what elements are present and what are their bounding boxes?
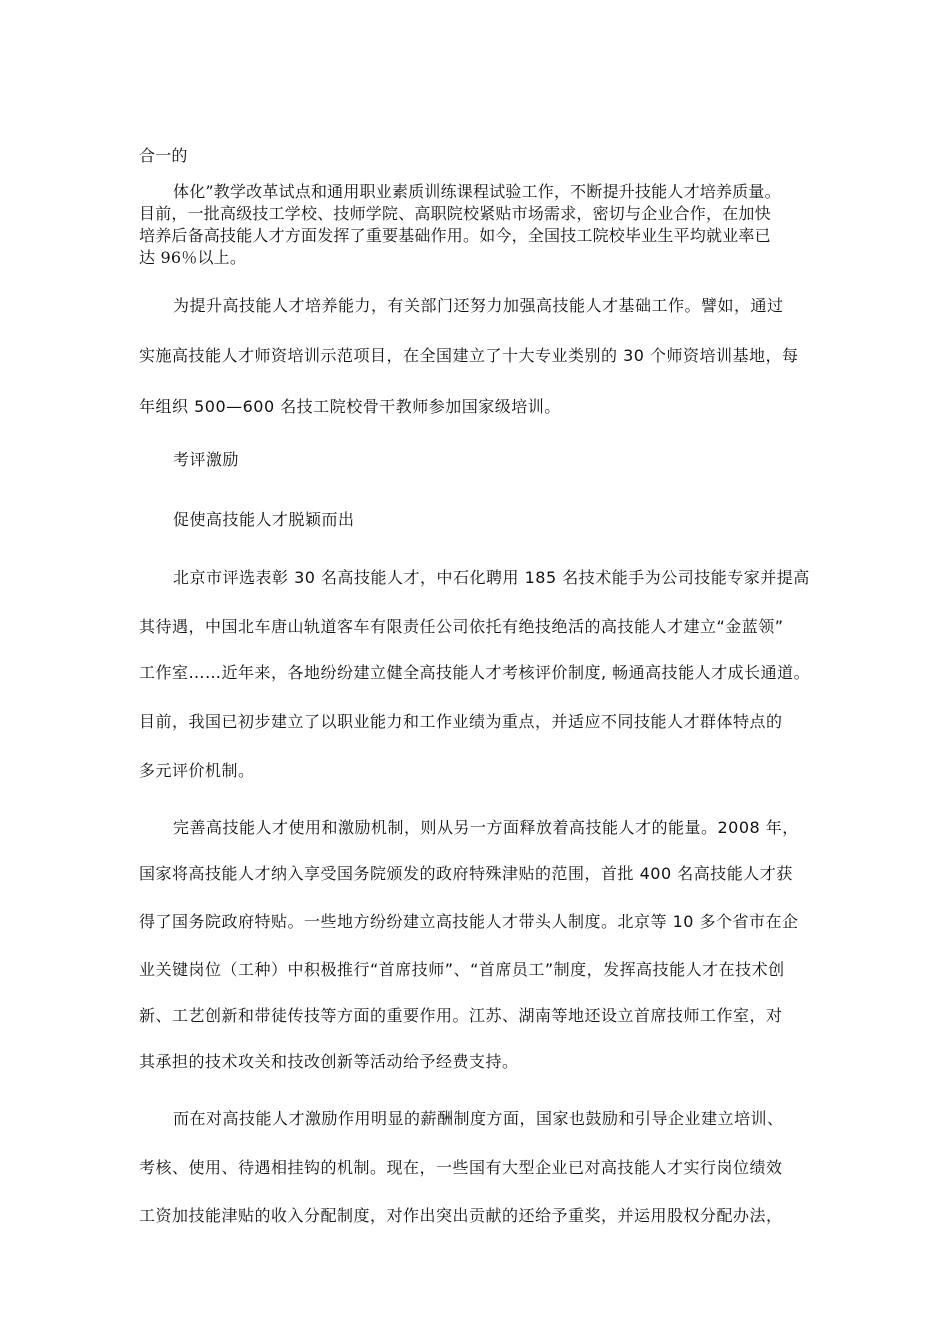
para3-line: 北京市评选表彰 30 名高技能人才，中石化聘用 185 名技术能手为公司技能专家并提高 <box>173 568 810 587</box>
fragment-line: 合一的 <box>139 146 188 165</box>
para3-line: 工作室……近年来，各地纷纷建立健全高技能人才考核评价制度, 畅通高技能人才成长通道。 <box>139 663 811 682</box>
para4-line: 其承担的技术攻关和技改创新等活动给予经费支持。 <box>139 1052 519 1071</box>
para1-line: 体化”教学改革试点和通用职业素质训练课程试验工作，不断提升技能人才培养质量。 <box>173 182 781 201</box>
para4-line: 新、工艺创新和带徒传技等方面的重要作用。江苏、湖南等地还设立首席技师工作室，对 <box>139 1006 783 1025</box>
para1-line: 培养后备高技能人才方面发挥了重要基础作用。如今，全国技工院校毕业生平均就业率已 <box>139 226 771 245</box>
para1-line: 目前，一批高级技工学校、技师学院、高职院校紧贴市场需求，密切与企业合作，在加快 <box>139 204 771 223</box>
para3-line: 目前，我国已初步建立了以职业能力和工作业绩为重点，并适应不同技能人才群体特点的 <box>139 712 783 731</box>
section-subheading: 促使高技能人才脱颖而出 <box>173 510 355 529</box>
para3-line: 其待遇，中国北车唐山轨道客车有限责任公司依托有绝技绝活的高技能人才建立“金蓝领” <box>139 617 784 636</box>
para5-line: 考核、使用、待遇相挂钩的机制。现在，一些国有大型企业已对高技能人才实行岗位绩效 <box>139 1158 783 1177</box>
para4-line: 完善高技能人才使用和激励机制，则从另一方面释放着高技能人才的能量。2008 年， <box>173 818 799 837</box>
para1-line: 达 96％以上。 <box>139 248 247 267</box>
para2-line: 为提升高技能人才培养能力，有关部门还努力加强高技能人才基础工作。譬如，通过 <box>173 296 784 315</box>
para4-line: 得了国务院政府特贴。一些地方纷纷建立高技能人才带头人制度。北京等 10 多个省市在企 <box>139 912 799 931</box>
para5-line: 工资加技能津贴的收入分配制度，对作出突出贡献的还给予重奖，并运用股权分配办法， <box>139 1206 783 1225</box>
para4-line: 国家将高技能人才纳入享受国务院颁发的政府特殊津贴的范围，首批 400 名高技能人才获 <box>139 864 793 883</box>
para3-line: 多元评价机制。 <box>139 761 255 780</box>
section-heading: 考评激励 <box>173 450 240 469</box>
para2-line: 实施高技能人才师资培训示范项目，在全国建立了十大专业类别的 30 个师资培训基地，每 <box>139 346 799 365</box>
para2-line: 年组织 500—600 名技工院校骨干教师参加国家级培训。 <box>139 397 561 416</box>
para4-line: 业关键岗位（工种）中积极推行“首席技师”、“首席员工”制度，发挥高技能人才在技术创 <box>139 960 785 979</box>
para5-line: 而在对高技能人才激励作用明显的薪酬制度方面，国家也鼓励和引导企业建立培训、 <box>173 1109 784 1128</box>
